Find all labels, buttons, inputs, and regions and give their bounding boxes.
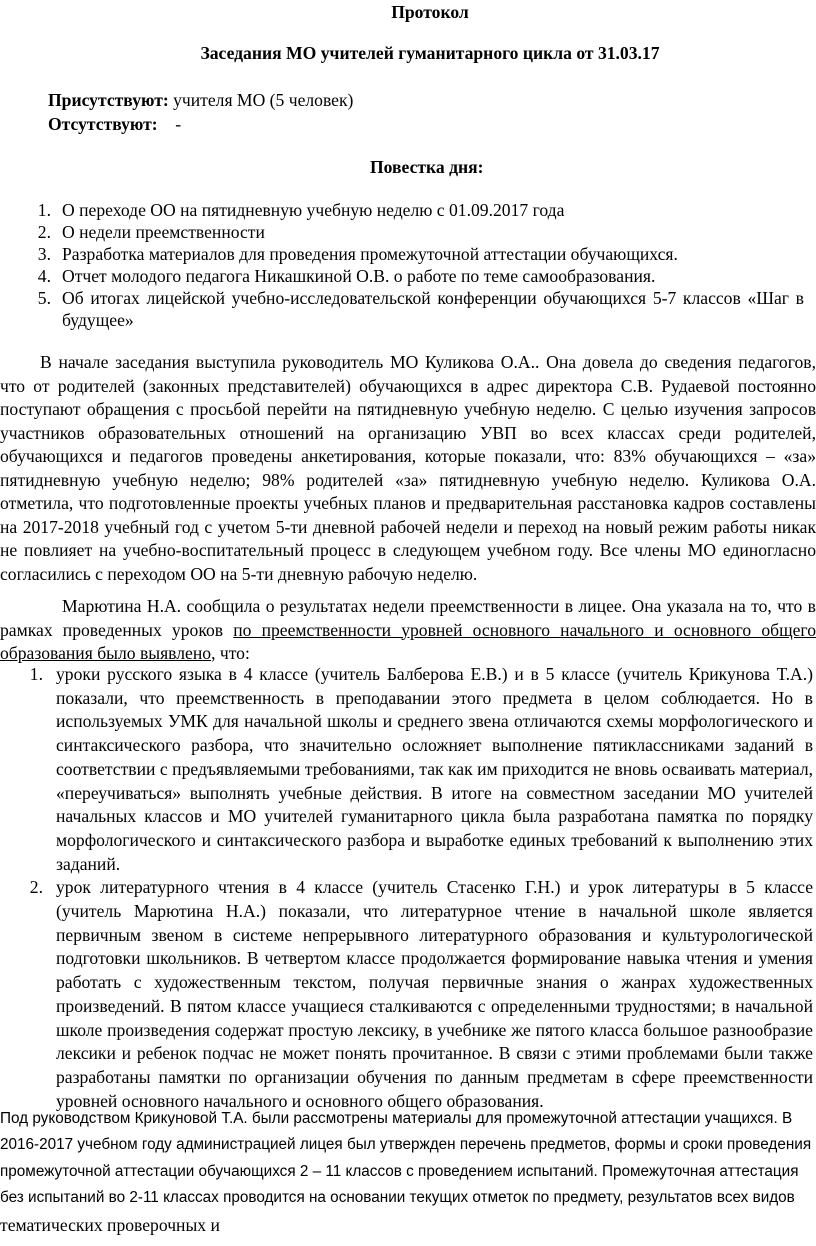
agenda-item-text: Разработка материалов для проведения промежуточной аттестации обучающихся. [62, 244, 678, 264]
paragraph-kulikova: В начале заседания выступила руководитель МО Куликова О.А.. Она довела до сведения педагогов, что от родителей (законных представителей) обучающихся в адрес директора С.В. Рудаевой постоянно поступают обращения с просьбой перейти на пятидневную учебную неделю. С целью изучения запросов участников образовательных отношений на организацию УВП во всех классах среди родителей, обучающихся и педагогов проведены анкетирования, которые показали, что: 83% обучающихся – «за» пятидневную учебную неделю; 98% родителей «за» пятидневную учебную неделю. Куликова О.А. отметила, что подготовленные проекты учебных планов и предварительная расстановка кадров составлены на 2017-2018 учебный год с учетом 5-ти дневной рабочей недели и переход на новый режим работы никак не повлияет на учебно-воспитательный процесс в следующем учебном году. Все члены МО единогласно согласились с переходом ОО на 5-ти дневную рабочую неделю. [0, 352, 816, 584]
absent-line [48, 114, 181, 135]
result-item-number: 2. [29, 877, 43, 898]
present-line [48, 90, 353, 111]
result-item-number: 1. [29, 664, 43, 684]
result-item [10, 663, 813, 876]
paragraph-krikunova-sans: Под руководством Крикуновой Т.А. были рассмотрены материалы для промежуточной аттестации учащихся. В 2016-2017 учебном году администрацией лицея был утвержден перечень предметов, формы и сроки проведения промежуточной аттестации обучающихся 2 – 11 классов с проведением испытаний. Промежуточная аттестация без испытаний во 2-11 классах проводится на основании текущих отметок по предмету, результатов всех видов [0, 1110, 812, 1207]
absent-value: - [157, 114, 182, 134]
paragraph-krikunova-serif: тематических проверочных и [0, 1214, 220, 1235]
present-value: учителя МО (5 человек) [168, 90, 354, 110]
agenda-item-number: 5. [37, 288, 51, 308]
paragraph-maryutina-start: Марютина Н.А. сообщила о результатах недели преемственности в лицее. Она указала на то, что в рамках проведенных уроков [0, 596, 816, 640]
results-list [10, 663, 813, 1113]
paragraph-krikunova [0, 1106, 816, 1240]
result-item [10, 876, 813, 1113]
agenda-item [14, 287, 804, 331]
agenda-list [14, 199, 804, 331]
agenda-item [14, 221, 804, 243]
document-title: Протокол [391, 2, 469, 22]
agenda-item-number: 3. [37, 244, 51, 264]
agenda-item-text: Отчет молодого педагога Никашкиной О.В. о работе по теме самообразования. [62, 266, 656, 286]
agenda-item [14, 199, 804, 221]
agenda-item-number: 4. [37, 266, 51, 286]
paragraph-maryutina-end: , что: [211, 643, 250, 663]
document-subtitle: Заседания МО учителей гуманитарного цикла от 31.03.17 [200, 43, 660, 63]
result-item-text: урок литературного чтения в 4 классе (учитель Стасенко Г.Н.) и урок литературы в 5 классе (учитель Марютина Н.А.) показали, что литературное чтение в начальной школе является первичным звеном в системе непрерывного литературного образования и культурологической подготовки школьников. В четвертом классе продолжается формирование навыка чтения и умения работать с художественным текстом, получая первичные знания о жанрах художественных произведений. В пятом классе учащиеся сталкиваются с определенными трудностями; в начальной школе произведения содержат простую лексику, в учебнике же пятого класса большое разнообразие лексики и ребенок подчас не может понять прочитанное. В связи с этими проблемами были также разработаны памятки по организации обучения по данным предметам в сфере преемственности уровней основного начального и основного общего образования. [56, 877, 813, 1111]
agenda-title: Повестка дня: [370, 157, 484, 177]
paragraph-maryutina-underlined: по преемственности уровней основного начального и основного общего образования было выявлено [0, 619, 816, 663]
agenda-item [14, 265, 804, 287]
agenda-item [14, 243, 804, 265]
agenda-item-number: 2. [37, 222, 51, 242]
paragraph-maryutina [0, 595, 816, 666]
agenda-item-text: О недели преемственности [62, 222, 265, 242]
agenda-item-number: 1. [37, 200, 51, 220]
absent-label: Отсутствуют: [48, 114, 158, 134]
result-item-text: уроки русского языка в 4 классе (учитель Балберова Е.В.) и в 5 классе (учитель Крикунова Т.А.) показали, что преемственность в преподавании этого предмета в целом соблюдается. Но в используемых УМК для начальной школы и среднего звена отличаются схемы морфологического и синтаксического разбора, что значительно осложняет выполнение пятиклассниками заданий в соответствии с предъявляемыми требованиями, так как им приходится не вновь осваивать материал, «переучиваться» выполнять учебные действия. В итоге на совместном заседании МО учителей начальных классов и МО учителей гуманитарного цикла была разработана памятка по порядку морфологического и синтаксического разбора и выработке единых требований к выполнению этих заданий. [56, 664, 813, 874]
present-label: Присутствуют: [48, 90, 169, 110]
agenda-item-text: О переходе ОО на пятидневную учебную неделю с 01.09.2017 года [62, 200, 565, 220]
agenda-item-text: Об итогах лицейской учебно-исследовательской конференции обучающихся 5-7 классов «Шаг в будущее» [62, 288, 804, 330]
